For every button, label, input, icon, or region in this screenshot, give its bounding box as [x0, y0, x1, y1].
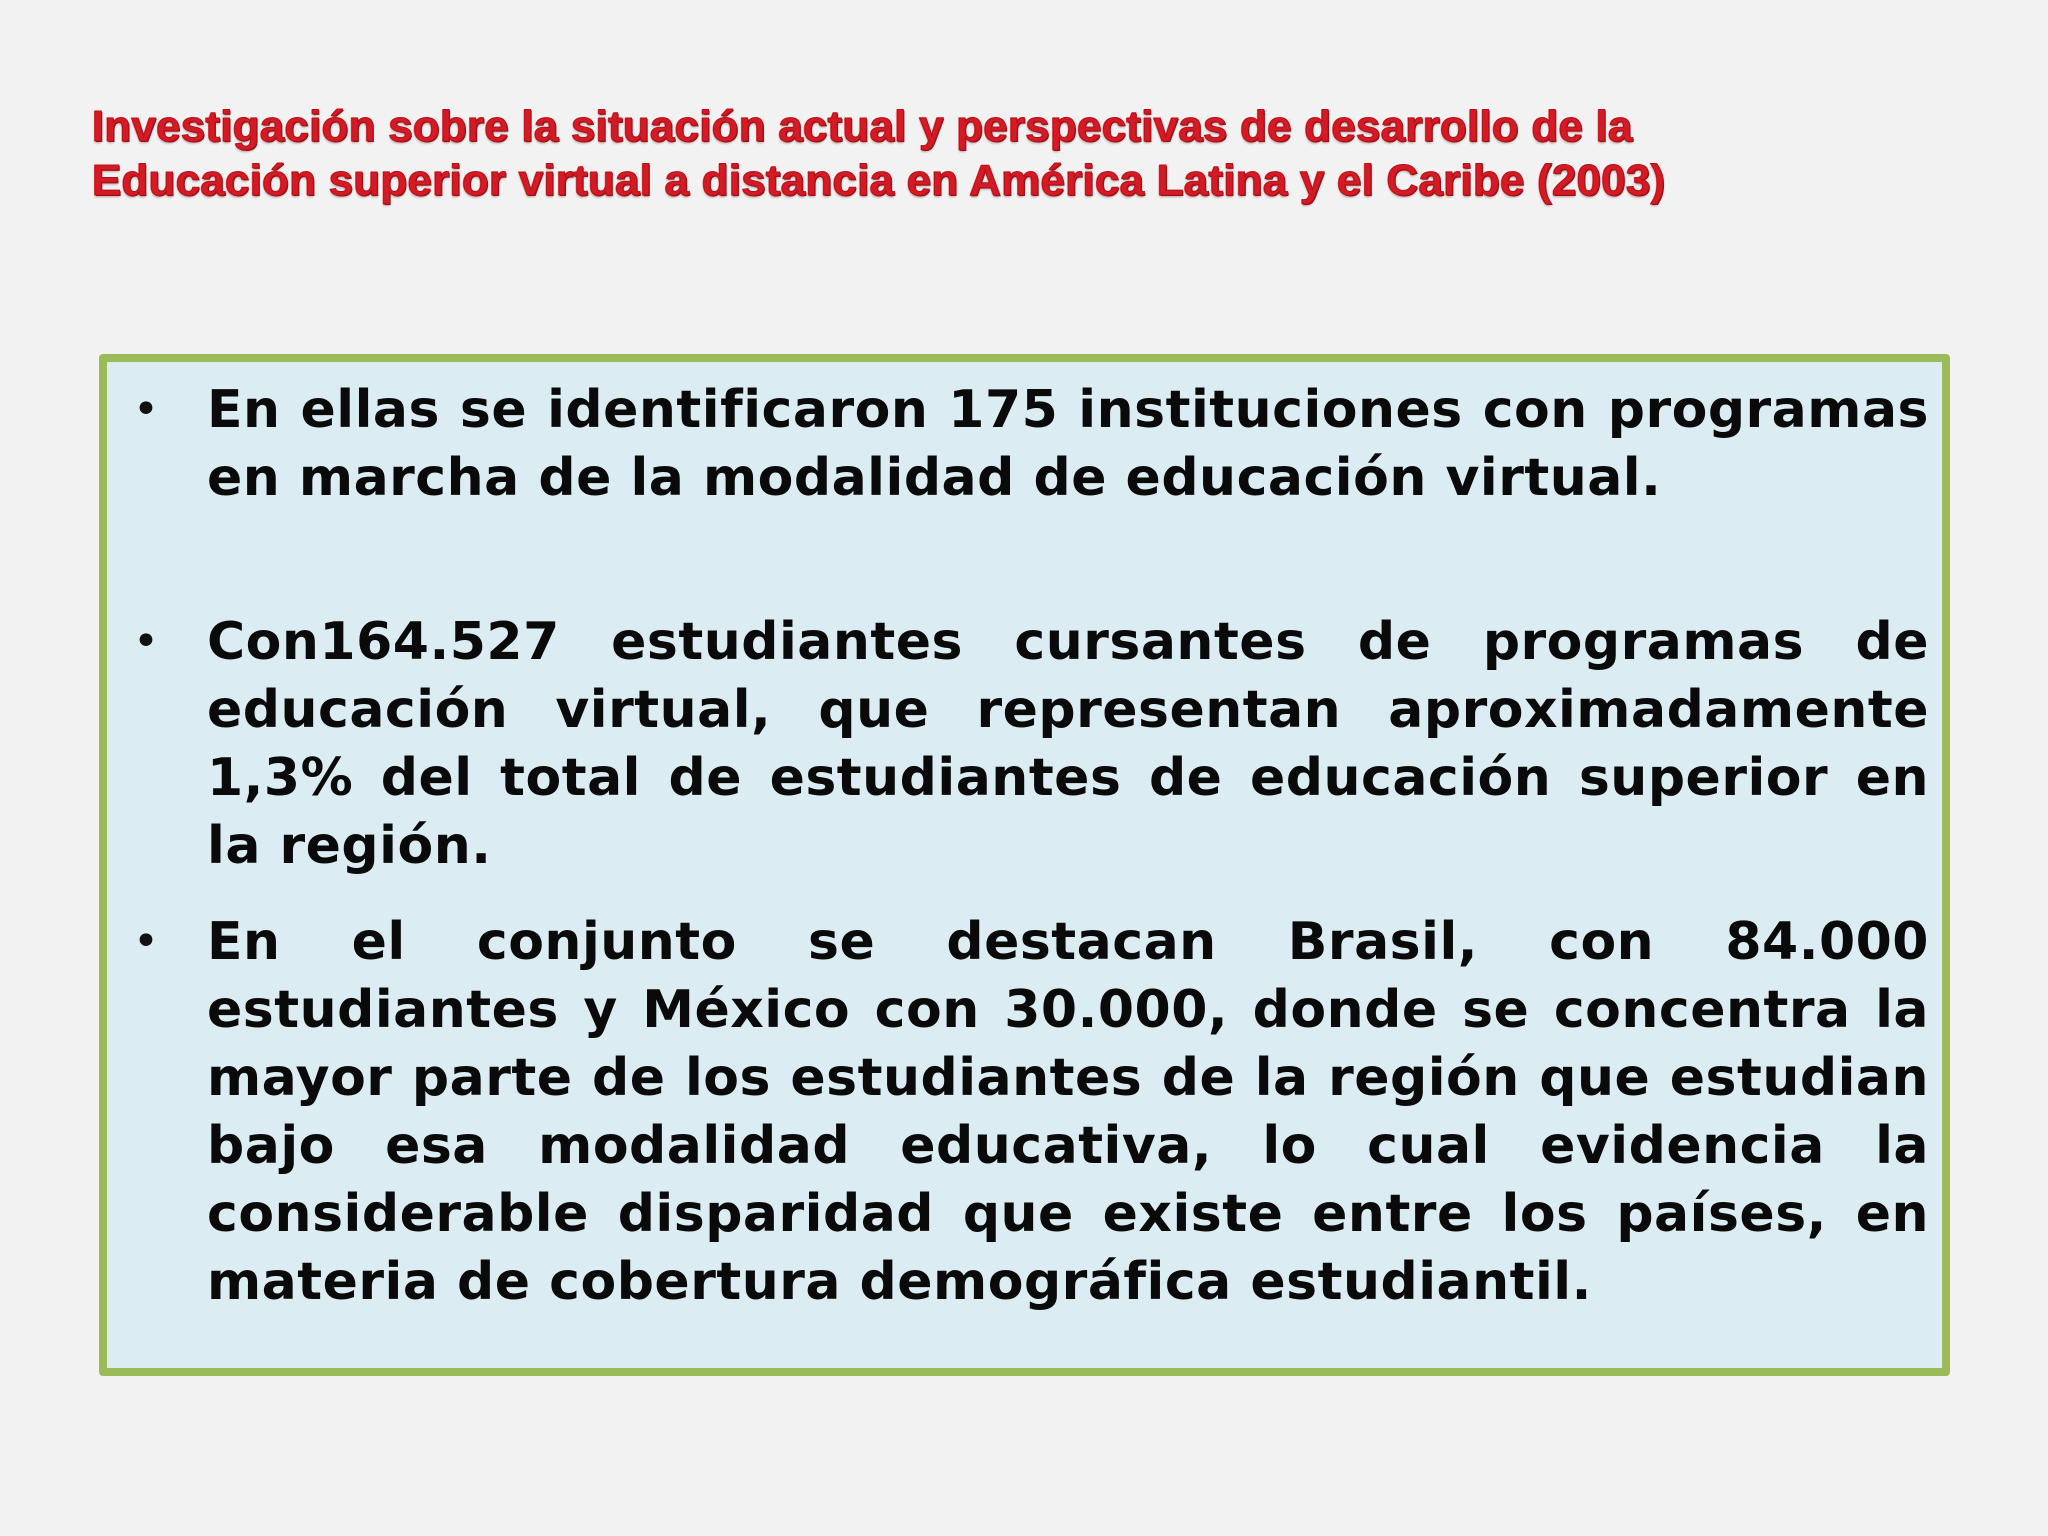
- slide-title-line-2: Educación superior virtual a distancia en América Latina y el Caribe (2003): [92, 156, 1666, 205]
- bullet-text: Con164.527 estudiantes cursantes de programas de educación virtual, que representan aproximadamente 1,3% del total de estudiantes de educación superior en la región.: [207, 612, 1929, 876]
- slide-title: [92, 100, 1992, 208]
- bullet-text: En ellas se identificaron 175 instituciones con programas en marcha de la modalidad de educación virtual.: [207, 380, 1929, 508]
- bullet-dot-icon: •: [133, 916, 159, 967]
- slide-title-line-1: Investigación sobre la situación actual y perspectivas de desarrollo de la: [92, 102, 1633, 151]
- bullet-dot-icon: •: [133, 384, 159, 435]
- content-box: [99, 354, 1950, 1376]
- bullet-text: En el conjunto se destacan Brasil, con 84.000 estudiantes y México con 30.000, donde se concentra la mayor parte de los estudiantes de la región que estudian bajo esa modalidad educativa, lo cual evidencia la considerable disparidad que existe entre los países, en materia de cobertura demográfica estudiantil.: [207, 912, 1929, 1312]
- bullet-dot-icon: •: [133, 616, 159, 667]
